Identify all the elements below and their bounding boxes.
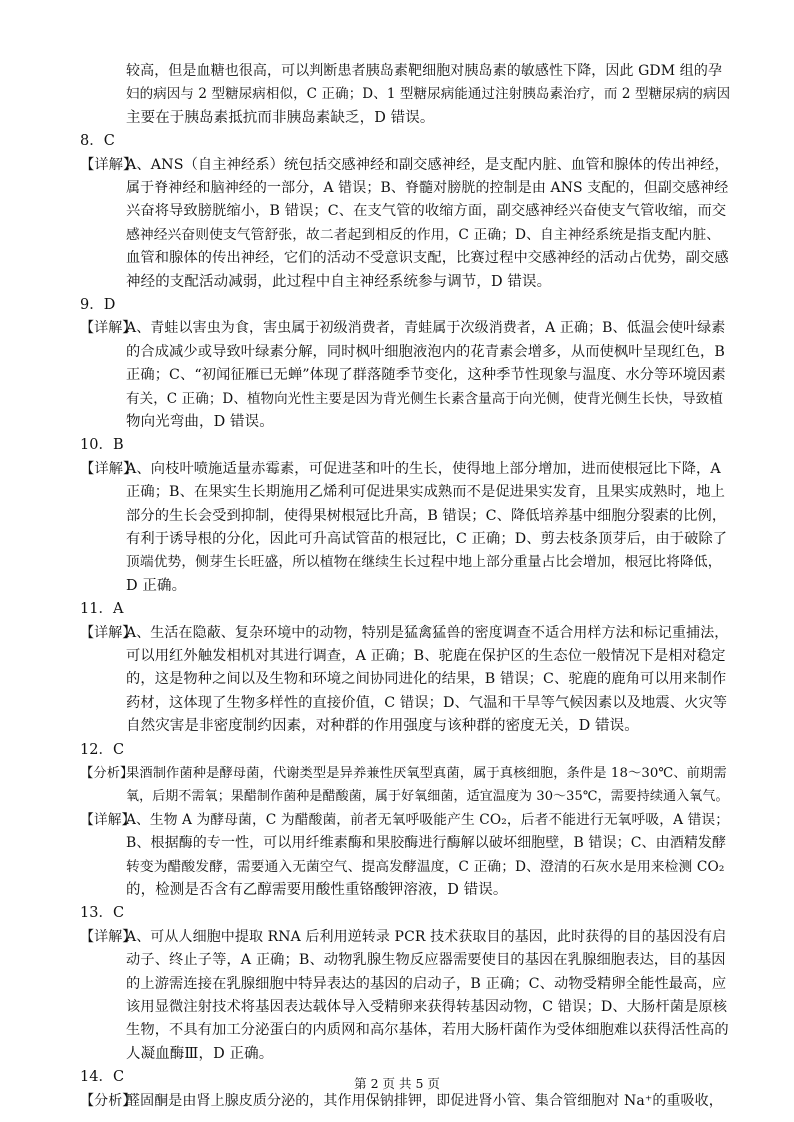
section-tag: 【详解】 xyxy=(80,156,138,173)
question-number: 14．C xyxy=(80,1069,125,1086)
text-line: 该用显微注射技术将基因表达载体导入受精卵来获得转基因动物，C 错误；D、大肠杆菌是原核 xyxy=(126,999,728,1016)
page-footer: 第 2 页 共 5 页 xyxy=(354,1076,440,1091)
answer-explanation xyxy=(80,458,730,598)
text-line: 可以用红外触发相机对其进行调查，A 正确；B、驼鹿在保护区的生态位一般情况下是相对稳定 xyxy=(126,648,726,664)
text-line: A、可从人细胞中提取 RNA 后利用逆转录 PCR 技术获取目的基因，此时获得的目的基因没有启 xyxy=(126,928,727,945)
text-line: 血管和腺体的传出神经，它们的活动不受意识支配，比赛过程中交感神经的活动占优势，副交感 xyxy=(126,250,729,267)
question-number: 10．B xyxy=(80,437,124,454)
section-tag: 【详解】 xyxy=(80,928,137,945)
answer-analysis xyxy=(80,1090,730,1113)
text-line: 属于脊神经和脑神经的一部分，A 错误；B、脊髓对膀胱的控制是由 ANS 支配的，但副交感神经 xyxy=(126,180,729,196)
section-tag: 【详解】 xyxy=(80,624,137,641)
text-line: 果酒制作菌种是酵母菌，代谢类型是异养兼性厌氧型真菌，属于真核细胞，条件是 18～30℃、前期需 xyxy=(126,766,727,781)
text-line: 动子、终止子等，A 正确；B、动物乳腺生物反应器需要使目的基因在乳腺细胞表达，目的基因 xyxy=(126,952,726,969)
text-line: A、ANS（自主神经系）统包括交感神经和副交感神经，是支配内脏、血管和腺体的传出神经， xyxy=(126,156,729,173)
text-line: 自然灾害是非密度制约因素，对种群的作用强度与该种群的密度无关，D 错误。 xyxy=(126,718,639,735)
section-tag: 【分析】 xyxy=(80,766,134,781)
text-line: 人凝血酶Ⅲ，D 正确。 xyxy=(126,1045,274,1062)
text-line: 有利于诱导根的分化，因此可升高试管苗的根冠比，C 正确；D、剪去枝条顶芽后，由于破除了 xyxy=(126,531,728,548)
question-number: 13．C xyxy=(80,905,125,922)
section-tag: 【分析】 xyxy=(80,1092,137,1109)
text-line: 正确；B、在果实生长期施用乙烯利可促进果实成熟而不是促进果实发育，且果实成熟时，地上 xyxy=(126,484,725,501)
text-line: 正确；C、“初闻征雁已无蝉”体现了群落随季节变化，这种季节性现象与温度、水分等环境因素 xyxy=(126,367,726,384)
question-number: 12．C xyxy=(80,741,125,758)
text-line: B、根据酶的专一性，可以用纤维素酶和果胶酶进行酶解以破坏细胞壁，B 错误；C、由酒精发酵 xyxy=(126,835,727,852)
text-line: 的，检测是否含有乙醇需要用酸性重铬酸钾溶液，D 错误。 xyxy=(126,882,508,899)
text-line: 有关，C 正确；D、植物向光性主要是因为背光侧生长素含量高于向光侧，使背光侧生长快，导致植 xyxy=(126,390,723,407)
text-line: 感神经兴奋则使支气管舒张，故二者起到相反的作用，C 正确；D、自主神经系统是指支配内脏、 xyxy=(126,226,721,243)
text-line: A、向枝叶喷施适量赤霉素，可促进茎和叶的生长，使得地上部分增加，进而使根冠比下降，A xyxy=(126,460,721,477)
answer-explanation xyxy=(80,317,730,434)
text-line: 的合成减少或导致叶绿素分解，同时枫叶细胞液泡内的花青素会增多，从而使枫叶呈现红色，B xyxy=(126,343,725,360)
answer-explanation xyxy=(80,809,730,903)
text-line: A、青蛙以害虫为食，害虫属于初级消费者，青蛙属于次级消费者，A 正确；B、低温会使叶绿素 xyxy=(126,320,726,337)
text-line: D 正确。 xyxy=(126,577,187,594)
question-number: 11．A xyxy=(80,601,124,618)
answer-analysis xyxy=(80,762,730,809)
text-line: 兴奋将导致膀胱缩小，B 错误；C、在支气管的收缩方面，副交感神经兴奋使支气管收缩，而交 xyxy=(126,203,727,220)
text-line: A、生物 A 为酵母菌，C 为醋酸菌，前者无氧呼吸能产生 CO₂，后者不能进行无氧呼吸，A 错误； xyxy=(126,811,730,828)
text-line: 主要在于胰岛素抵抗而非胰岛素缺乏，D 错误。 xyxy=(126,109,435,126)
text-line: 神经的支配活动减弱，此过程中自主神经系统参与调节，D 错误。 xyxy=(126,273,552,290)
text-line: 转变为醋酸发酵，需要通入无菌空气、提高发酵温度，C 正确；D、澄清的石灰水是用来检测 CO₂ xyxy=(126,858,725,875)
section-tag: 【详解】 xyxy=(80,460,138,477)
text-line: A、生活在隐蔽、复杂环境中的动物，特别是猛禽猛兽的密度调查不适合用样方法和标记重捕法， xyxy=(126,624,729,641)
answer-continuation xyxy=(80,60,730,130)
text-line: 氧，后期不需氧；果醋制作菌种是醋酸菌，属于好氧细菌，适宜温度为 30～35℃，需要持续通入氧气。 xyxy=(126,789,729,805)
text-line: 部分的生长会受到抑制，使得果树根冠比升高，B 错误；C、降低培养基中细胞分裂素的比例， xyxy=(126,507,727,524)
text-line: 醛固酮是由肾上腺皮质分泌的，其作用保钠排钾，即促进肾小管、集合管细胞对 Na⁺的重吸收， xyxy=(126,1092,723,1109)
text-line: 药材，这体现了生物多样性的直接价值，C 错误；D、气温和干旱等气候因素以及地震、火灾等 xyxy=(126,694,728,711)
answer-explanation xyxy=(80,154,730,294)
section-tag: 【详解】 xyxy=(80,320,137,337)
answer-explanation xyxy=(80,622,730,739)
text-line: 顶端优势，侧芽生长旺盛，所以植物在继续生长过程中地上部分重量占比会增加，根冠比将降低， xyxy=(126,554,722,571)
text-line: 较高，但是血糖也很高，可以判断患者胰岛素靶细胞对胰岛素的敏感性下降，因此 GDM 组的孕 xyxy=(126,63,723,79)
text-line: 物向光弯曲，D 错误。 xyxy=(126,414,274,431)
section-tag: 【详解】 xyxy=(80,811,136,828)
answer-explanation xyxy=(80,926,730,1066)
question-number: 8．C xyxy=(80,133,115,150)
text-line: 妇的病因与 2 型糖尿病相似，C 正确；D、1 型糖尿病能通过注射胰岛素治疗，而 2 型糖尿病的病因 xyxy=(126,86,731,103)
text-line: 生物，不具有加工分泌蛋白的内质网和高尔基体，若用大肠杆菌作为受体细胞难以获得活性高的 xyxy=(126,1022,729,1039)
text-line: 的，这是物种之间以及生物和环境之间协同进化的结果，B 错误；C、驼鹿的鹿角可以用来制作 xyxy=(126,671,727,688)
text-line: 的上游需连接在乳腺细胞中特异表达的基因的启动子，B 正确；C、动物受精卵全能性最高，应 xyxy=(126,975,727,992)
question-number: 9．D xyxy=(80,297,116,313)
